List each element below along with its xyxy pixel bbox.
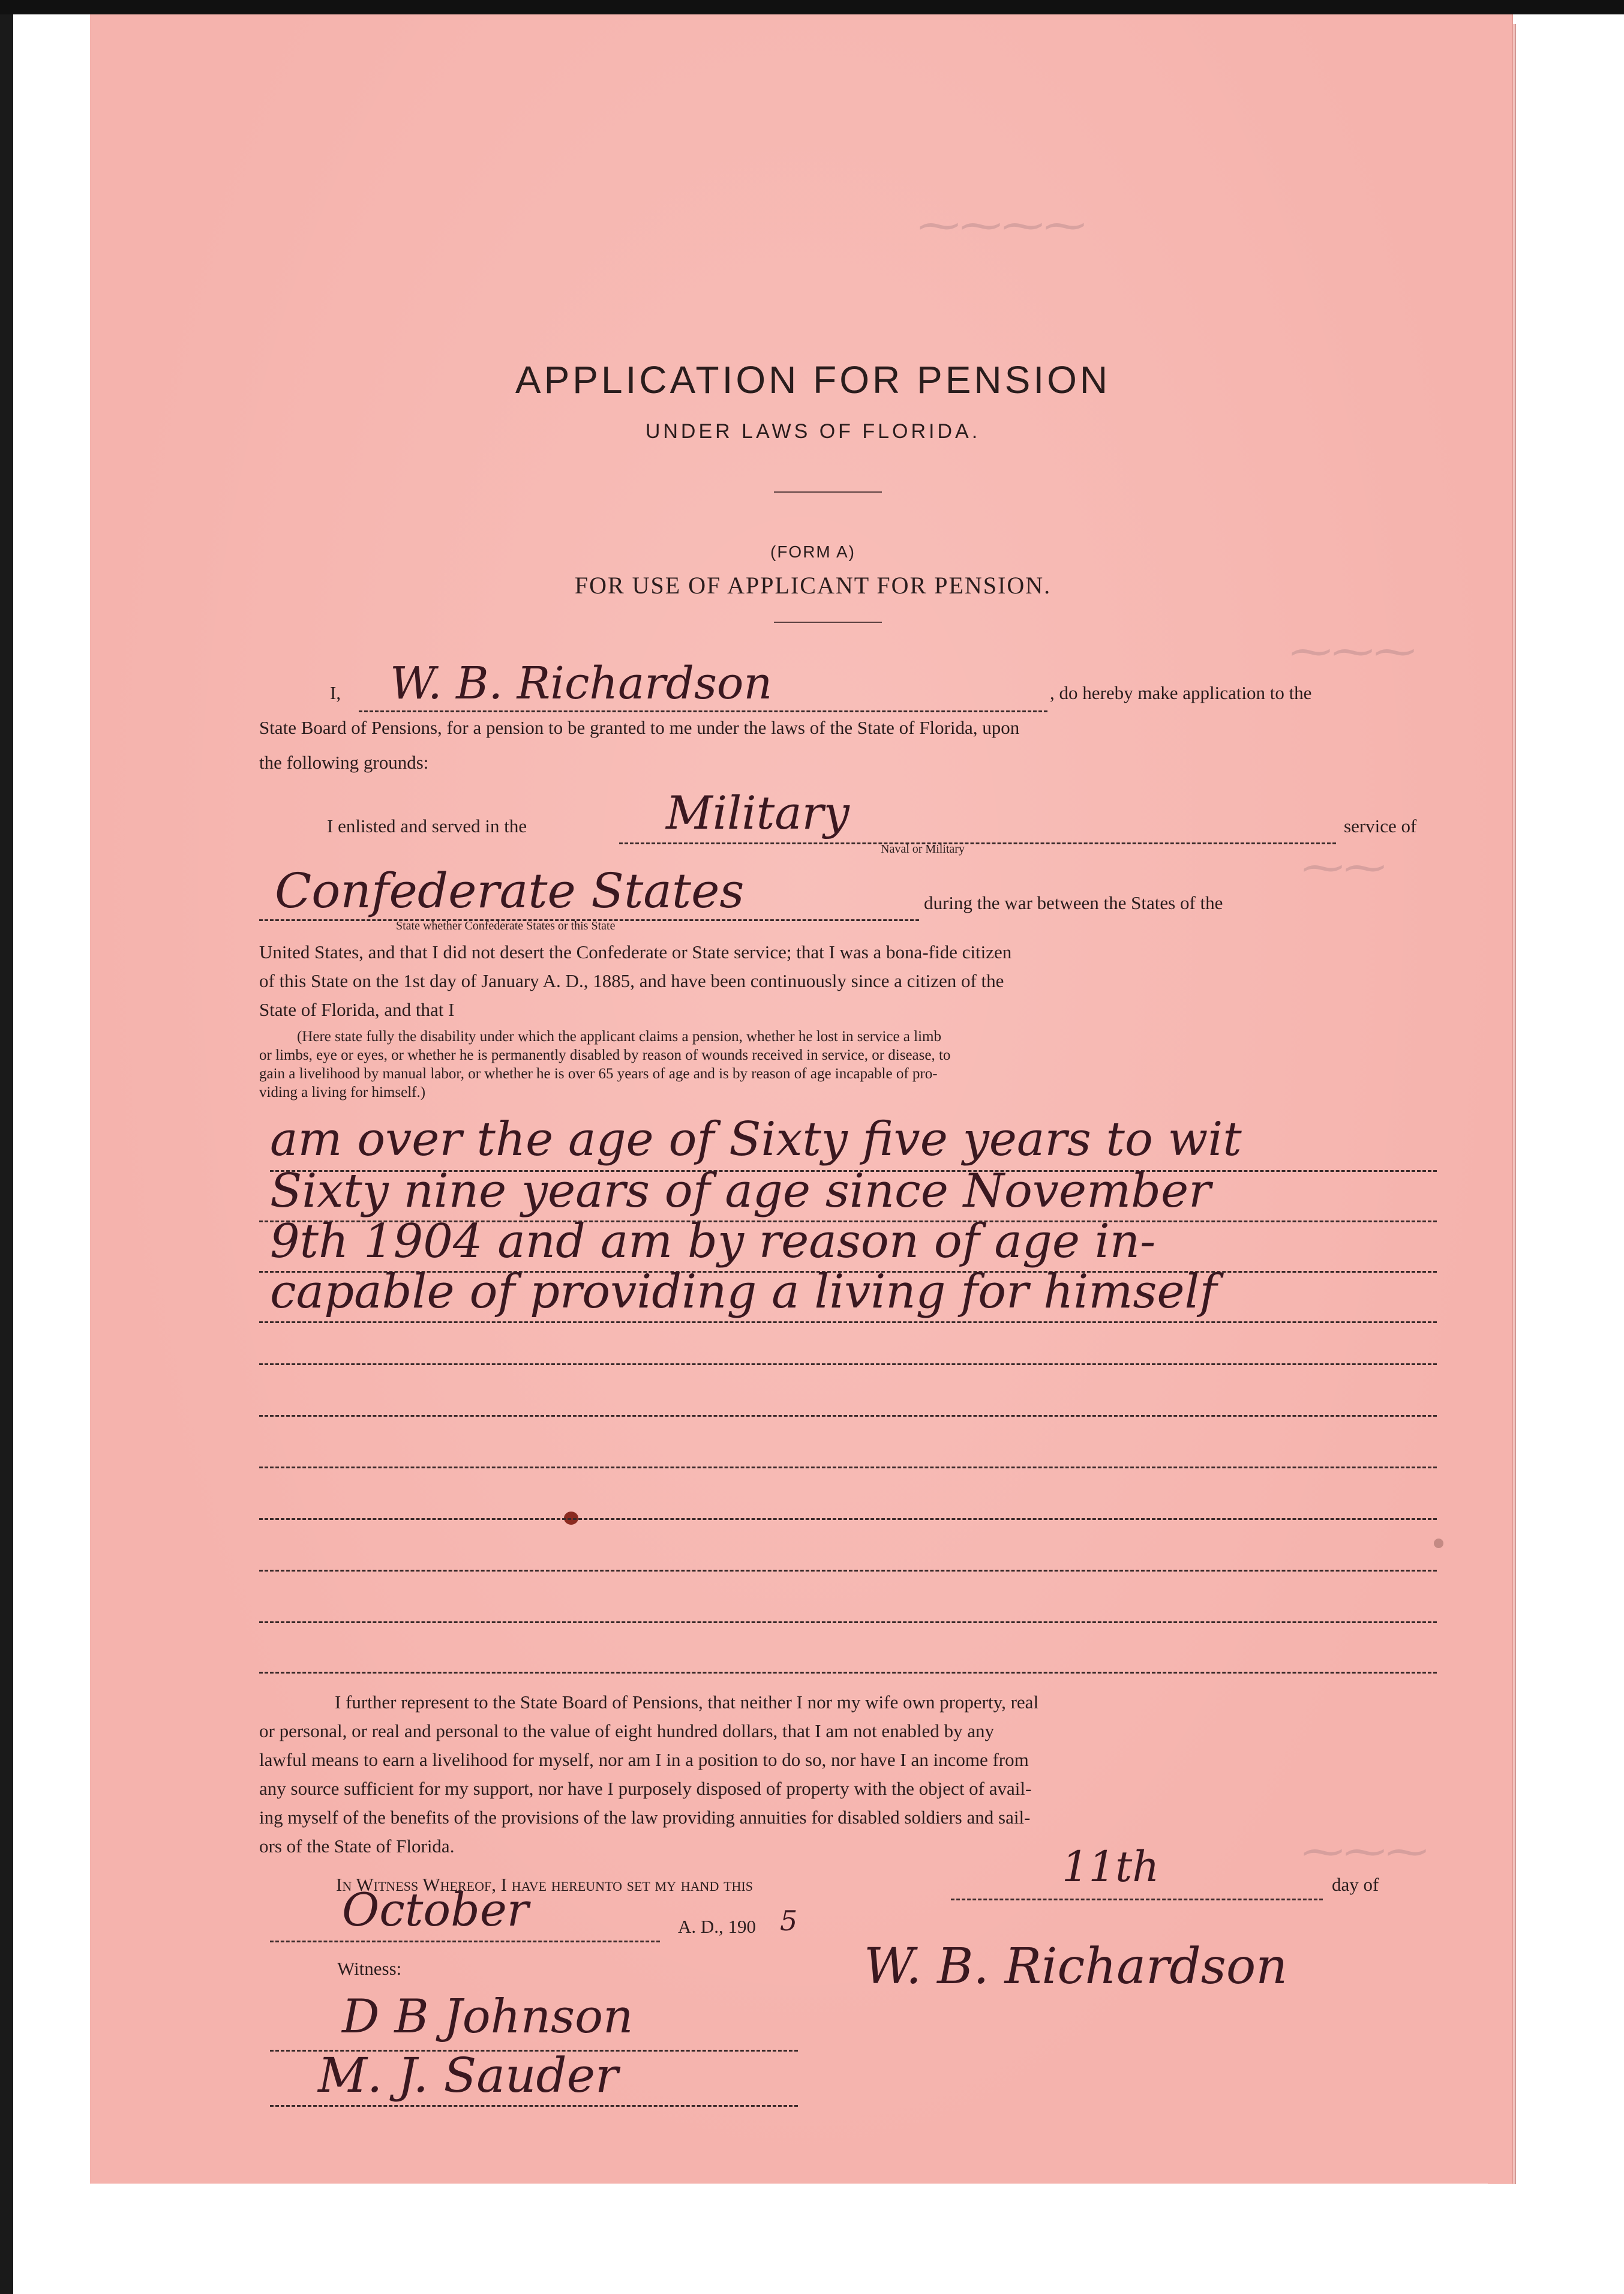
- disability-statement-line: capable of providing a living for himself: [270, 1265, 1217, 1319]
- service-value: Military: [666, 786, 849, 839]
- paper-stain: [1434, 1539, 1443, 1548]
- applicant-name: W. B. Richardson: [390, 658, 773, 709]
- disability-statement-line: 9th 1904 and am by reason of age in-: [270, 1215, 1156, 1269]
- property-text: lawful means to earn a livelihood for myself, nor am I in a position to do so, nor have I an income from: [259, 1749, 1029, 1770]
- declaration-text: State of Florida, and that I: [259, 999, 455, 1020]
- day-line: [951, 1899, 1323, 1900]
- service-hint: Naval or Military: [881, 842, 965, 856]
- service-state-value: Confederate States: [275, 863, 745, 919]
- service-suffix: service of: [1344, 815, 1417, 836]
- day-suffix: day of: [1332, 1874, 1379, 1895]
- instruction-text: (Here state fully the disability under which the applicant claims a pension, whether he lost in service a limb: [297, 1028, 941, 1045]
- property-text: ors of the State of Florida.: [259, 1836, 455, 1857]
- instruction-text: gain a livelihood by manual labor, or whether he is over 65 years of age and is by reason of age incapable of pro-: [259, 1066, 938, 1082]
- witness-signature: M. J. Sauder: [318, 2047, 619, 2103]
- instruction-text: viding a living for himself.): [259, 1084, 426, 1100]
- blank-line: [259, 1518, 1437, 1520]
- form-subtitle: UNDER LAWS OF FLORIDA.: [645, 420, 981, 443]
- witness-line: [270, 2105, 798, 2107]
- day-value: 11th: [1062, 1842, 1160, 1891]
- witness-clause-prefix: In Witness Whereof, I have hereunto set my hand this: [336, 1874, 753, 1895]
- scan-left-border: [0, 14, 13, 2294]
- applicant-name-line: [359, 710, 1047, 712]
- ad-label: A. D., 190: [678, 1916, 757, 1937]
- month-line: [270, 1941, 660, 1942]
- property-text: I further represent to the State Board of Pensions, that neither I nor my wife own property, real: [335, 1692, 1039, 1713]
- blank-line: [259, 1415, 1437, 1417]
- applicant-lead-in: I,: [330, 682, 341, 703]
- disability-line: [259, 1321, 1437, 1323]
- witness-label: Witness:: [337, 1958, 402, 1979]
- bleed-through-mark: ⁓⁓⁓: [1290, 626, 1416, 676]
- declaration-text: of this State on the 1st day of January A. D., 1885, and have been continuously since a citizen of the: [259, 970, 1004, 991]
- form-label: (FORM A): [770, 542, 855, 561]
- bleed-through-mark: ⁓⁓⁓: [1302, 1827, 1428, 1876]
- applicant-text: State Board of Pensions, for a pension to be granted to me under the laws of the State of Florida, upon: [259, 717, 1020, 738]
- property-text: ing myself of the benefits of the provisions of the law providing annuities for disabled soldiers and sail-: [259, 1807, 1031, 1828]
- state-hint: State whether Confederate States or this State: [396, 919, 616, 932]
- bleed-through-mark: ⁓⁓: [1302, 842, 1386, 892]
- instruction-text: or limbs, eye or eyes, or whether he is permanently disabled by reason of wounds received in service, or disease, to: [259, 1047, 951, 1063]
- form-title: APPLICATION FOR PENSION: [515, 358, 1111, 401]
- bleed-through-mark: ⁓⁓⁓⁓: [918, 200, 1086, 250]
- applicant-signature: W. B. Richardson: [864, 1938, 1288, 1995]
- disability-statement-line: am over the age of Sixty five years to wit: [270, 1112, 1242, 1167]
- form-use-heading: FOR USE OF APPLICANT FOR PENSION.: [574, 572, 1052, 599]
- witness-signature: D B Johnson: [342, 1990, 634, 2044]
- divider: [774, 491, 882, 493]
- applicant-text: , do hereby make application to the: [1050, 682, 1312, 703]
- month-value: October: [342, 1883, 529, 1936]
- declaration-text: United States, and that I did not desert the Confederate or State service; that I was a bona-fide citizen: [259, 941, 1012, 962]
- pension-application-page: [90, 14, 1512, 2184]
- state-suffix: during the war between the States of the: [924, 892, 1223, 913]
- divider: [774, 622, 882, 623]
- blank-line: [259, 1570, 1437, 1572]
- disability-statement-line: Sixty nine years of age since November: [270, 1164, 1211, 1218]
- service-line: [619, 842, 1336, 844]
- blank-line: [259, 1467, 1437, 1468]
- service-prefix: I enlisted and served in the: [327, 815, 527, 836]
- property-text: or personal, or real and personal to the value of eight hundred dollars, that I am not enabled by any: [259, 1720, 994, 1741]
- scan-top-border: [0, 0, 1624, 14]
- year-digit: 5: [780, 1905, 798, 1937]
- blank-line: [259, 1363, 1437, 1365]
- property-text: any source sufficient for my support, nor have I purposely disposed of property with the object of avail-: [259, 1778, 1032, 1799]
- blank-line: [259, 1621, 1437, 1623]
- blank-line: [259, 1672, 1437, 1674]
- applicant-text: the following grounds:: [259, 752, 429, 773]
